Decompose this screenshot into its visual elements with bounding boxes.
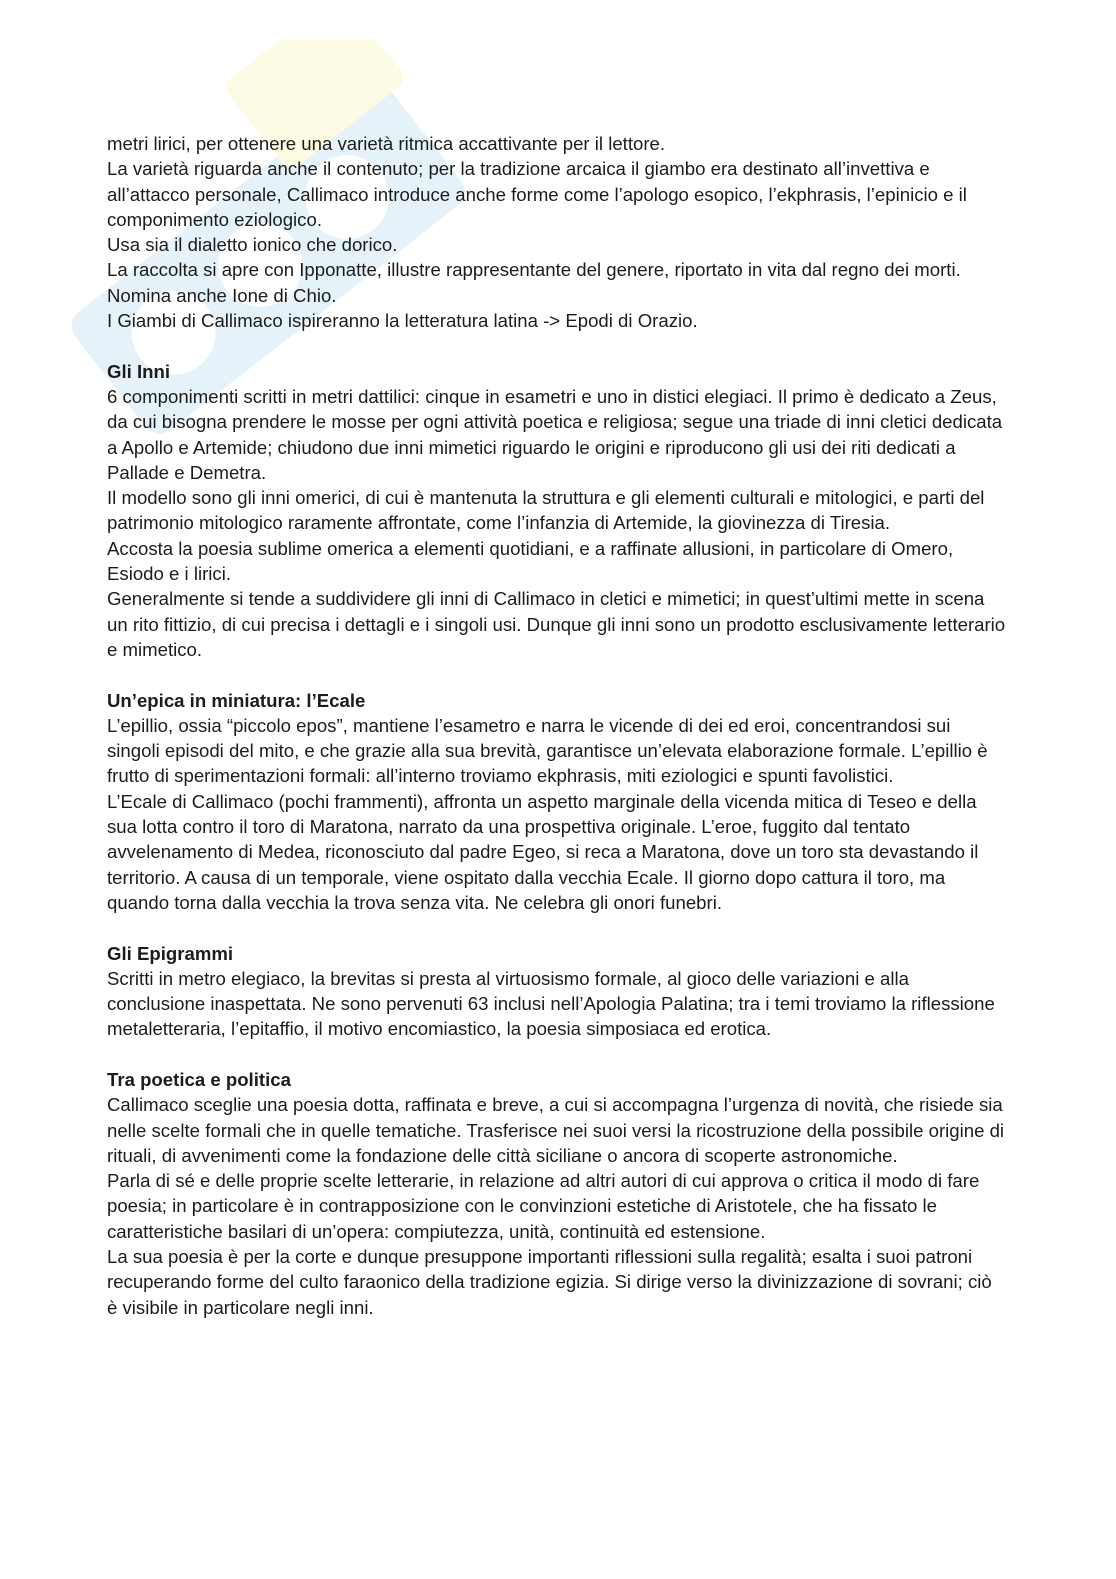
paragraph: La varietà riguarda anche il contenuto; per la tradizione arcaica il giambo era destinato all’invettiva e all’attacco personale, Callimaco introduce anche forme come l’apologo esopico, l’ekphrasis, l’epinicio e il componimento eziologico.	[107, 158, 967, 230]
ecale-section	[107, 688, 1007, 916]
paragraph: Il modello sono gli inni omerici, di cui è mantenuta la struttura e gli elementi culturali e mitologici, e parti del patrimonio mitologico raramente affrontate, come l’infanzia di Artemide, la giovinezza di Tiresia.	[107, 487, 985, 534]
politica-section	[107, 1067, 1007, 1320]
paragraph: Scritti in metro elegiaco, la brevitas si presta al virtuosismo formale, al gioco delle variazioni e alla conclusione inaspettata. Ne sono pervenuti 63 inclusi nell’Apologia Palatina; tra i temi troviamo la riflessione metaletteraria, l’epitaffio, il motivo encomiastico, la poesia simposiaca ed erotica.	[107, 967, 995, 1040]
paragraph: 6 componimenti scritti in metri dattilici: cinque in esametri e uno in distici elegiaci. Il primo è dedicato a Zeus, da cui bisogna prendere le mosse per ogni attività poetica e religiosa; segue una triade di inni cletici dedicata a Apollo e Artemide; chiudono due inni mimetici riguardo le origini e riproducono gli usi dei riti dedicati a Pallade e Demetra.	[107, 385, 1003, 483]
section-heading: Gli Epigrammi	[107, 942, 234, 964]
intro-section	[107, 131, 1007, 333]
paragraph: L’epillio, ossia “piccolo epos”, mantiene l’esametro e narra le vicende di dei ed eroi, concentrandosi sui singoli episodi del mito, e che grazie alla sua brevità, garantisce un’elevata elaborazione formale. L’epillio è frutto di sperimentazioni formali: all’interno troviamo ekphrasis, miti eziologici e spunti favolistici.	[107, 714, 988, 787]
section-heading: Tra poetica e politica	[107, 1068, 291, 1090]
section-heading: Gli Inni	[107, 360, 171, 382]
epigrammi-section	[107, 941, 1007, 1042]
paragraph: I Giambi di Callimaco ispireranno la letteratura latina -> Epodi di Orazio.	[107, 310, 698, 332]
section-heading: Un’epica in miniatura: l’Ecale	[107, 689, 366, 711]
paragraph: Accosta la poesia sublime omerica a elementi quotidiani, e a raffinate allusioni, in particolare di Omero, Esiodo e i lirici.	[107, 537, 954, 585]
paragraph: La sua poesia è per la corte e dunque presuppone importanti riflessioni sulla regalità; esalta i suoi patroni recuperando forme del culto faraonico della tradizione egizia. Si dirige verso la divinizzazione di sovrani; ciò è visibile in particolare negli inni.	[107, 1246, 992, 1318]
paragraph: Parla di sé e delle proprie scelte letterarie, in relazione ad altri autori di cui approva o critica il modo di fare poesia; in particolare è in contrapposizione con le convinzioni estetiche di Aristotele, che ha fissato le caratteristiche basilari di un’opera: compiutezza, unità, continuità ed estensione.	[107, 1170, 980, 1242]
paragraph: La raccolta si apre con Ipponatte, illustre rappresentante del genere, riportato in vita dal regno dei morti. Nomina anche Ione di Chio.	[107, 259, 961, 306]
paragraph: L’Ecale di Callimaco (pochi frammenti), affronta un aspetto marginale della vicenda mitica di Teseo e della sua lotta contro il toro di Maratona, narrato da una prospettiva originale. L’eroe, fuggito dal tentato avvelenamento di Medea, riconosciuto dal padre Egeo, si reca a Maratona, dove un toro sta devastando il territorio. A causa di un temporale, viene ospitato dalla vecchia Ecale. Il giorno dopo cattura il toro, ma quando torna dalla vecchia la trova senza vita. Ne celebra gli onori funebri.	[107, 790, 979, 913]
paragraph: Generalmente si tende a suddividere gli inni di Callimaco in cletici e mimetici; in quest’ultimi mette in scena un rito fittizio, di cui precisa i dettagli e i singoli usi. Dunque gli inni sono un prodotto esclusivamente letterario e mimetico.	[107, 588, 1006, 660]
document-page	[107, 131, 1007, 1320]
paragraph: metri lirici, per ottenere una varietà ritmica accattivante per il lettore.	[107, 133, 666, 154]
inni-section	[107, 359, 1007, 663]
paragraph: Usa sia il dialetto ionico che dorico.	[107, 234, 398, 256]
paragraph: Callimaco sceglie una poesia dotta, raffinata e breve, a cui si accompagna l’urgenza di novità, che risiede sia nelle scelte formali che in quelle tematiche. Trasferisce nei suoi versi la ricostruzione della possibile origine di rituali, di avvenimenti come la fondazione delle città siciliane o ancora di scoperte astronomiche.	[107, 1094, 1005, 1166]
